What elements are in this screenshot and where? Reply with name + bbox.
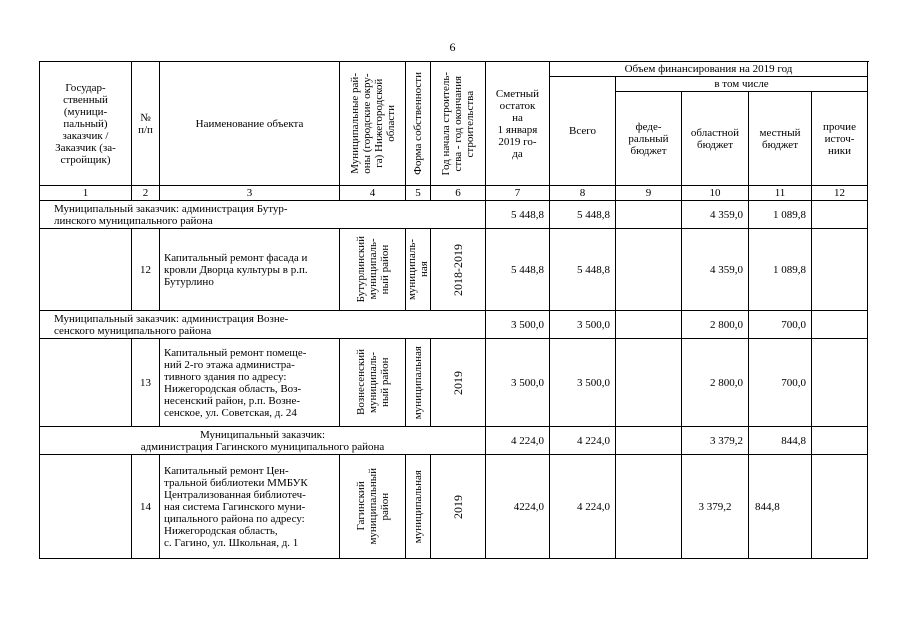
regional-cell: 2 800,0 — [682, 339, 749, 427]
col-number: 6 — [431, 186, 486, 201]
header-financing: Объем финансирования на 2019 год — [550, 62, 868, 77]
other-cell — [812, 427, 868, 455]
financing-table — [39, 61, 868, 559]
col-number: 4 — [340, 186, 406, 201]
header-local: местный бюджет — [749, 92, 812, 186]
local-cell: 700,0 — [749, 339, 812, 427]
other-cell — [812, 229, 868, 311]
header-object-name: Наименование объекта — [160, 62, 340, 186]
total-cell: 3 500,0 — [550, 339, 616, 427]
years-cell: 2019 — [431, 339, 486, 427]
section-row — [40, 427, 868, 455]
district-cell: Бутурлинский муниципаль- ный район — [340, 229, 406, 311]
col-number: 2 — [132, 186, 160, 201]
ownership-cell: муниципаль- ная — [406, 229, 431, 311]
header-customer: Государ- ственный (муници- пальный) заказчик / Заказчик (за- стройщик) — [40, 62, 132, 186]
header-balance: Сметный остаток на 1 января 2019 го- да — [486, 62, 550, 186]
customer-cell — [40, 455, 132, 559]
header-including: в том числе — [616, 77, 868, 92]
federal-cell — [616, 311, 682, 339]
ownership-cell: муниципальная — [406, 455, 431, 559]
other-cell — [812, 201, 868, 229]
header-total: Всего — [550, 77, 616, 186]
regional-cell: 3 379,2 — [682, 455, 749, 559]
customer-cell — [40, 339, 132, 427]
table-row — [40, 455, 868, 559]
district-cell: Вознесенский муниципаль- ный район — [340, 339, 406, 427]
row-number: 14 — [132, 455, 160, 559]
row-number: 13 — [132, 339, 160, 427]
federal-cell — [616, 229, 682, 311]
col-number: 8 — [550, 186, 616, 201]
section-row — [40, 311, 868, 339]
balance-cell: 4 224,0 — [486, 427, 550, 455]
balance-cell: 5 448,8 — [486, 229, 550, 311]
federal-cell — [616, 427, 682, 455]
customer-cell — [40, 229, 132, 311]
other-cell — [812, 455, 868, 559]
object-name: Капитальный ремонт Цен- тральной библиотеки ММБУК Централизованная библиотеч- ная система Гагинского муни- ципального района по адресу: Нижегородская область, с. Гагино, ул. Школьная, д. 1 — [160, 455, 340, 559]
years-cell: 2018-2019 — [431, 229, 486, 311]
local-cell: 700,0 — [749, 311, 812, 339]
regional-cell: 4 359,0 — [682, 201, 749, 229]
federal-cell — [616, 201, 682, 229]
local-cell: 844,8 — [749, 427, 812, 455]
ownership-cell: муниципальная — [406, 339, 431, 427]
local-cell: 1 089,8 — [749, 229, 812, 311]
regional-cell: 3 379,2 — [682, 427, 749, 455]
page-number: 6 — [449, 40, 456, 54]
header-districts: Муниципальные рай- оны (городские окру- га) Нижегородской области — [340, 62, 406, 186]
other-cell — [812, 339, 868, 427]
header-years: Год начала строитель- ства - год окончания строительства — [431, 62, 486, 186]
balance-cell: 4224,0 — [486, 455, 550, 559]
local-cell: 1 089,8 — [749, 201, 812, 229]
balance-cell: 3 500,0 — [486, 311, 550, 339]
balance-cell: 3 500,0 — [486, 339, 550, 427]
col-number: 9 — [616, 186, 682, 201]
header-federal: феде- ральный бюджет — [616, 92, 682, 186]
federal-cell — [616, 455, 682, 559]
object-name: Капитальный ремонт фасада и кровли Дворца культуры в р.п. Бутурлино — [160, 229, 340, 311]
header-other: прочие источ- ники — [812, 92, 868, 186]
total-cell: 4 224,0 — [550, 427, 616, 455]
local-cell: 844,8 — [749, 455, 812, 559]
table-row — [40, 339, 868, 427]
row-number: 12 — [132, 229, 160, 311]
column-number-row — [40, 186, 868, 201]
object-name: Капитальный ремонт помеще- ний 2-го этажа администра- тивного здания по адресу: Нижегородская область, Воз- несенский район, р.п. Возне- сенское, ул. Советская, д. 24 — [160, 339, 340, 427]
other-cell — [812, 311, 868, 339]
section-row — [40, 201, 868, 229]
total-cell: 5 448,8 — [550, 201, 616, 229]
district-cell: Гагинский муниципальный район — [340, 455, 406, 559]
total-cell: 3 500,0 — [550, 311, 616, 339]
header-regional: областной бюджет — [682, 92, 749, 186]
col-number: 12 — [812, 186, 868, 201]
col-number: 7 — [486, 186, 550, 201]
header-num: № п/п — [132, 62, 160, 186]
col-number: 1 — [40, 186, 132, 201]
col-number: 3 — [160, 186, 340, 201]
header-ownership: Форма собственности — [406, 62, 431, 186]
col-number: 5 — [406, 186, 431, 201]
section-title: Муниципальный заказчик: администрация Возне- сенского муниципального района — [40, 311, 486, 339]
balance-cell: 5 448,8 — [486, 201, 550, 229]
federal-cell — [616, 339, 682, 427]
table-row — [40, 229, 868, 311]
col-number: 11 — [749, 186, 812, 201]
total-cell: 5 448,8 — [550, 229, 616, 311]
total-cell: 4 224,0 — [550, 455, 616, 559]
col-number: 10 — [682, 186, 749, 201]
regional-cell: 4 359,0 — [682, 229, 749, 311]
regional-cell: 2 800,0 — [682, 311, 749, 339]
section-title: Муниципальный заказчик: администрация Гагинского муниципального района — [40, 427, 486, 455]
years-cell: 2019 — [431, 455, 486, 559]
section-title: Муниципальный заказчик: администрация Бутур- линского муниципального района — [40, 201, 486, 229]
